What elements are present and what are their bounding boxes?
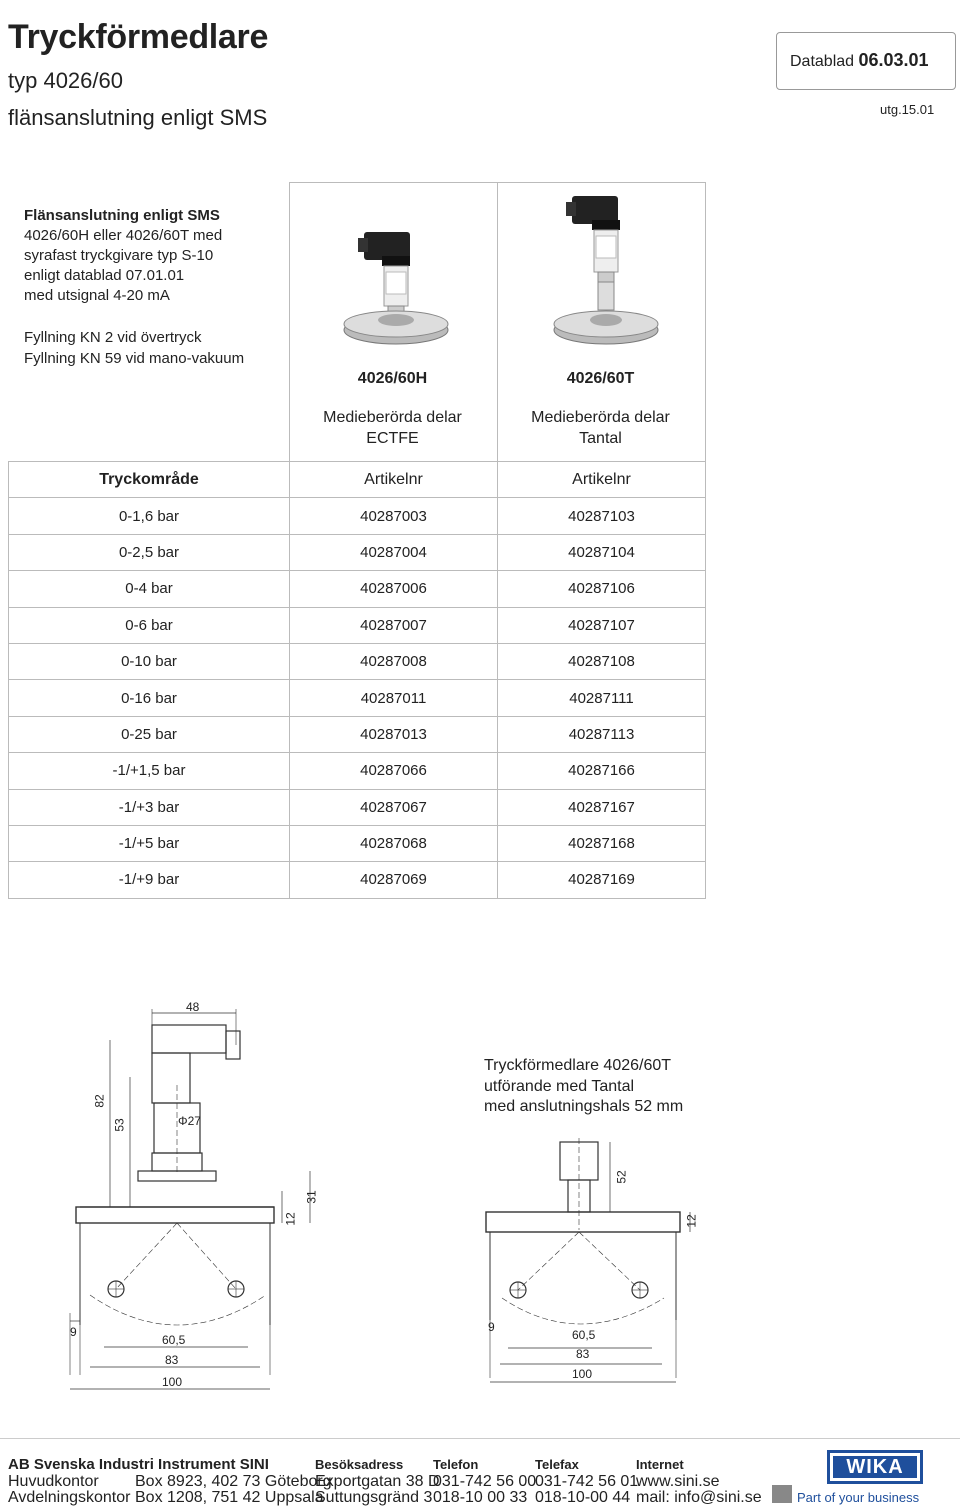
article-number-cell: 40287166 xyxy=(498,753,706,789)
dim-label: 9 xyxy=(488,1320,495,1334)
article-number-cell: 40287103 xyxy=(498,498,706,534)
footer-cell: Box 1208, 751 42 Uppsala xyxy=(135,1489,324,1506)
dim-label: 12 xyxy=(283,1212,298,1226)
table-header-row xyxy=(9,462,706,498)
dim-label: 83 xyxy=(165,1353,179,1367)
table-row xyxy=(9,825,706,861)
footer-cell: Exportgatan 38 D xyxy=(315,1473,440,1490)
pressure-range-cell: 0-25 bar xyxy=(9,716,290,752)
header-article-h: Artikelnr xyxy=(290,462,498,498)
intro-line: syrafast tryckgivare typ S-10 xyxy=(24,247,214,264)
dim-label: Φ27 xyxy=(178,1114,201,1128)
article-number-cell: 40287067 xyxy=(290,789,498,825)
article-number-cell: 40287169 xyxy=(498,862,706,898)
page-subtitle-connection: flänsanslutning enligt SMS xyxy=(8,105,268,130)
dim-label: 60,5 xyxy=(572,1328,596,1342)
page-subtitle-type: typ 4026/60 xyxy=(8,68,123,93)
datablad-label xyxy=(790,50,929,71)
dim-label: 12 xyxy=(684,1214,699,1228)
product-media-t xyxy=(497,407,704,449)
footer-col-head: Internet xyxy=(636,1457,684,1472)
footer-cell: 018-10-00 44 xyxy=(535,1489,631,1506)
caption-line: Tryckförmedlare 4026/60T xyxy=(484,1057,672,1074)
dim-label: 100 xyxy=(572,1367,593,1381)
footer-col-head: Besöksadress xyxy=(315,1457,404,1472)
table-body xyxy=(9,498,706,898)
media-label: Medieberörda delar xyxy=(323,409,462,426)
table-row xyxy=(9,498,706,534)
media-material: Tantal xyxy=(579,430,622,447)
dim-label: 52 xyxy=(614,1170,629,1184)
article-number-cell: 40287104 xyxy=(498,534,706,570)
fill-line: Fyllning KN 59 vid mano-vakuum xyxy=(24,350,245,367)
dim-label: 9 xyxy=(70,1325,77,1339)
intro-text xyxy=(24,206,222,306)
article-number-cell: 40287008 xyxy=(290,643,498,679)
datablad-label-text: Datablad xyxy=(790,53,855,70)
article-number-cell: 40287013 xyxy=(290,716,498,752)
tagline-icon xyxy=(772,1485,792,1503)
footer-cell: Huvudkontor xyxy=(8,1473,99,1490)
dim-label: 100 xyxy=(162,1375,183,1389)
wika-logo xyxy=(827,1450,923,1484)
intro-line: enligt datablad 07.01.01 xyxy=(24,267,185,284)
pressure-range-cell: 0-1,6 bar xyxy=(9,498,290,534)
technical-drawing-60h xyxy=(60,995,410,1395)
article-number-cell: 40287167 xyxy=(498,789,706,825)
footer-divider xyxy=(0,1438,960,1439)
dim-label: 82 xyxy=(92,1094,107,1108)
pressure-range-cell: 0-2,5 bar xyxy=(9,534,290,570)
table-row xyxy=(9,789,706,825)
footer-link[interactable]: mail: info@sini.se xyxy=(636,1489,762,1506)
article-number-cell: 40287007 xyxy=(290,607,498,643)
dim-label: 83 xyxy=(576,1347,590,1361)
article-number-cell: 40287111 xyxy=(498,680,706,716)
intro-line: Flänsanslutning enligt SMS xyxy=(24,207,220,224)
product-model-t: 4026/60T xyxy=(566,370,635,387)
footer-cell: Avdelningskontor xyxy=(8,1489,131,1506)
intro-line: 4026/60H eller 4026/60T med xyxy=(24,227,223,244)
pressure-range-cell: -1/+3 bar xyxy=(9,789,290,825)
table-row xyxy=(9,753,706,789)
product-model-h: 4026/60H xyxy=(357,370,428,387)
datablad-number: 06.03.01 xyxy=(858,50,929,70)
dim-label: 60,5 xyxy=(162,1333,186,1347)
footer-cell: 031-742 56 00 xyxy=(433,1473,537,1490)
table-row xyxy=(9,643,706,679)
footer-company: AB Svenska Industri Instrument SINI xyxy=(8,1456,269,1473)
fill-text xyxy=(24,327,244,369)
article-number-cell: 40287006 xyxy=(290,571,498,607)
footer-col-head: Telefax xyxy=(535,1457,579,1472)
table-row xyxy=(9,680,706,716)
media-material: ECTFE xyxy=(366,430,419,447)
article-number-cell: 40287004 xyxy=(290,534,498,570)
table-row xyxy=(9,607,706,643)
dim-label: 48 xyxy=(186,1000,200,1014)
article-number-cell: 40287069 xyxy=(290,862,498,898)
page-title: Tryckförmedlare xyxy=(8,18,269,56)
caption-line: utförande med Tantal xyxy=(484,1077,635,1095)
wika-tagline: Part of your business xyxy=(797,1490,920,1505)
footer-cell: 031-742 56 01 xyxy=(535,1473,639,1490)
header-article-t: Artikelnr xyxy=(498,462,706,498)
article-number-cell: 40287106 xyxy=(498,571,706,607)
table-row xyxy=(9,862,706,898)
footer-cell: Box 8923, 402 73 Göteborg xyxy=(135,1473,332,1490)
table-row xyxy=(9,571,706,607)
product-image-60h xyxy=(340,220,460,355)
table-row xyxy=(9,716,706,752)
fill-line: Fyllning KN 2 vid övertryck xyxy=(24,329,202,346)
wika-logo-text: WIKA xyxy=(833,1456,917,1478)
pressure-range-cell: 0-10 bar xyxy=(9,643,290,679)
product-image-60t xyxy=(548,188,668,353)
edition-label: utg.15.01 xyxy=(880,102,935,117)
article-number-cell: 40287011 xyxy=(290,680,498,716)
drawing2-caption xyxy=(484,1056,683,1118)
pressure-range-cell: -1/+5 bar xyxy=(9,825,290,861)
footer-cell: 018-10 00 33 xyxy=(433,1489,528,1506)
footer-col-head: Telefon xyxy=(433,1457,479,1472)
dim-label: 31 xyxy=(304,1190,319,1204)
header-range: Tryckområde xyxy=(9,462,290,498)
footer-cell: Suttungsgränd 3 xyxy=(315,1489,433,1506)
article-number-cell: 40287003 xyxy=(290,498,498,534)
article-number-cell: 40287107 xyxy=(498,607,706,643)
pressure-range-cell: 0-16 bar xyxy=(9,680,290,716)
media-label: Medieberörda delar xyxy=(531,409,670,426)
caption-line: med anslutningshals 52 mm xyxy=(484,1098,684,1115)
technical-drawing-60t xyxy=(480,1130,720,1390)
article-number-cell: 40287113 xyxy=(498,716,706,752)
pressure-range-cell: 0-4 bar xyxy=(9,571,290,607)
pressure-range-cell: 0-6 bar xyxy=(9,607,290,643)
pressure-range-cell: -1/+9 bar xyxy=(9,862,290,898)
dim-label: 53 xyxy=(112,1118,127,1132)
footer-link[interactable]: www.sini.se xyxy=(636,1473,720,1490)
product-media-h xyxy=(289,407,496,449)
article-number-cell: 40287108 xyxy=(498,643,706,679)
pressure-range-cell: -1/+1,5 bar xyxy=(9,753,290,789)
article-number-cell: 40287066 xyxy=(290,753,498,789)
intro-line: med utsignal 4-20 mA xyxy=(24,287,170,304)
article-number-cell: 40287068 xyxy=(290,825,498,861)
article-number-cell: 40287168 xyxy=(498,825,706,861)
table-row xyxy=(9,534,706,570)
